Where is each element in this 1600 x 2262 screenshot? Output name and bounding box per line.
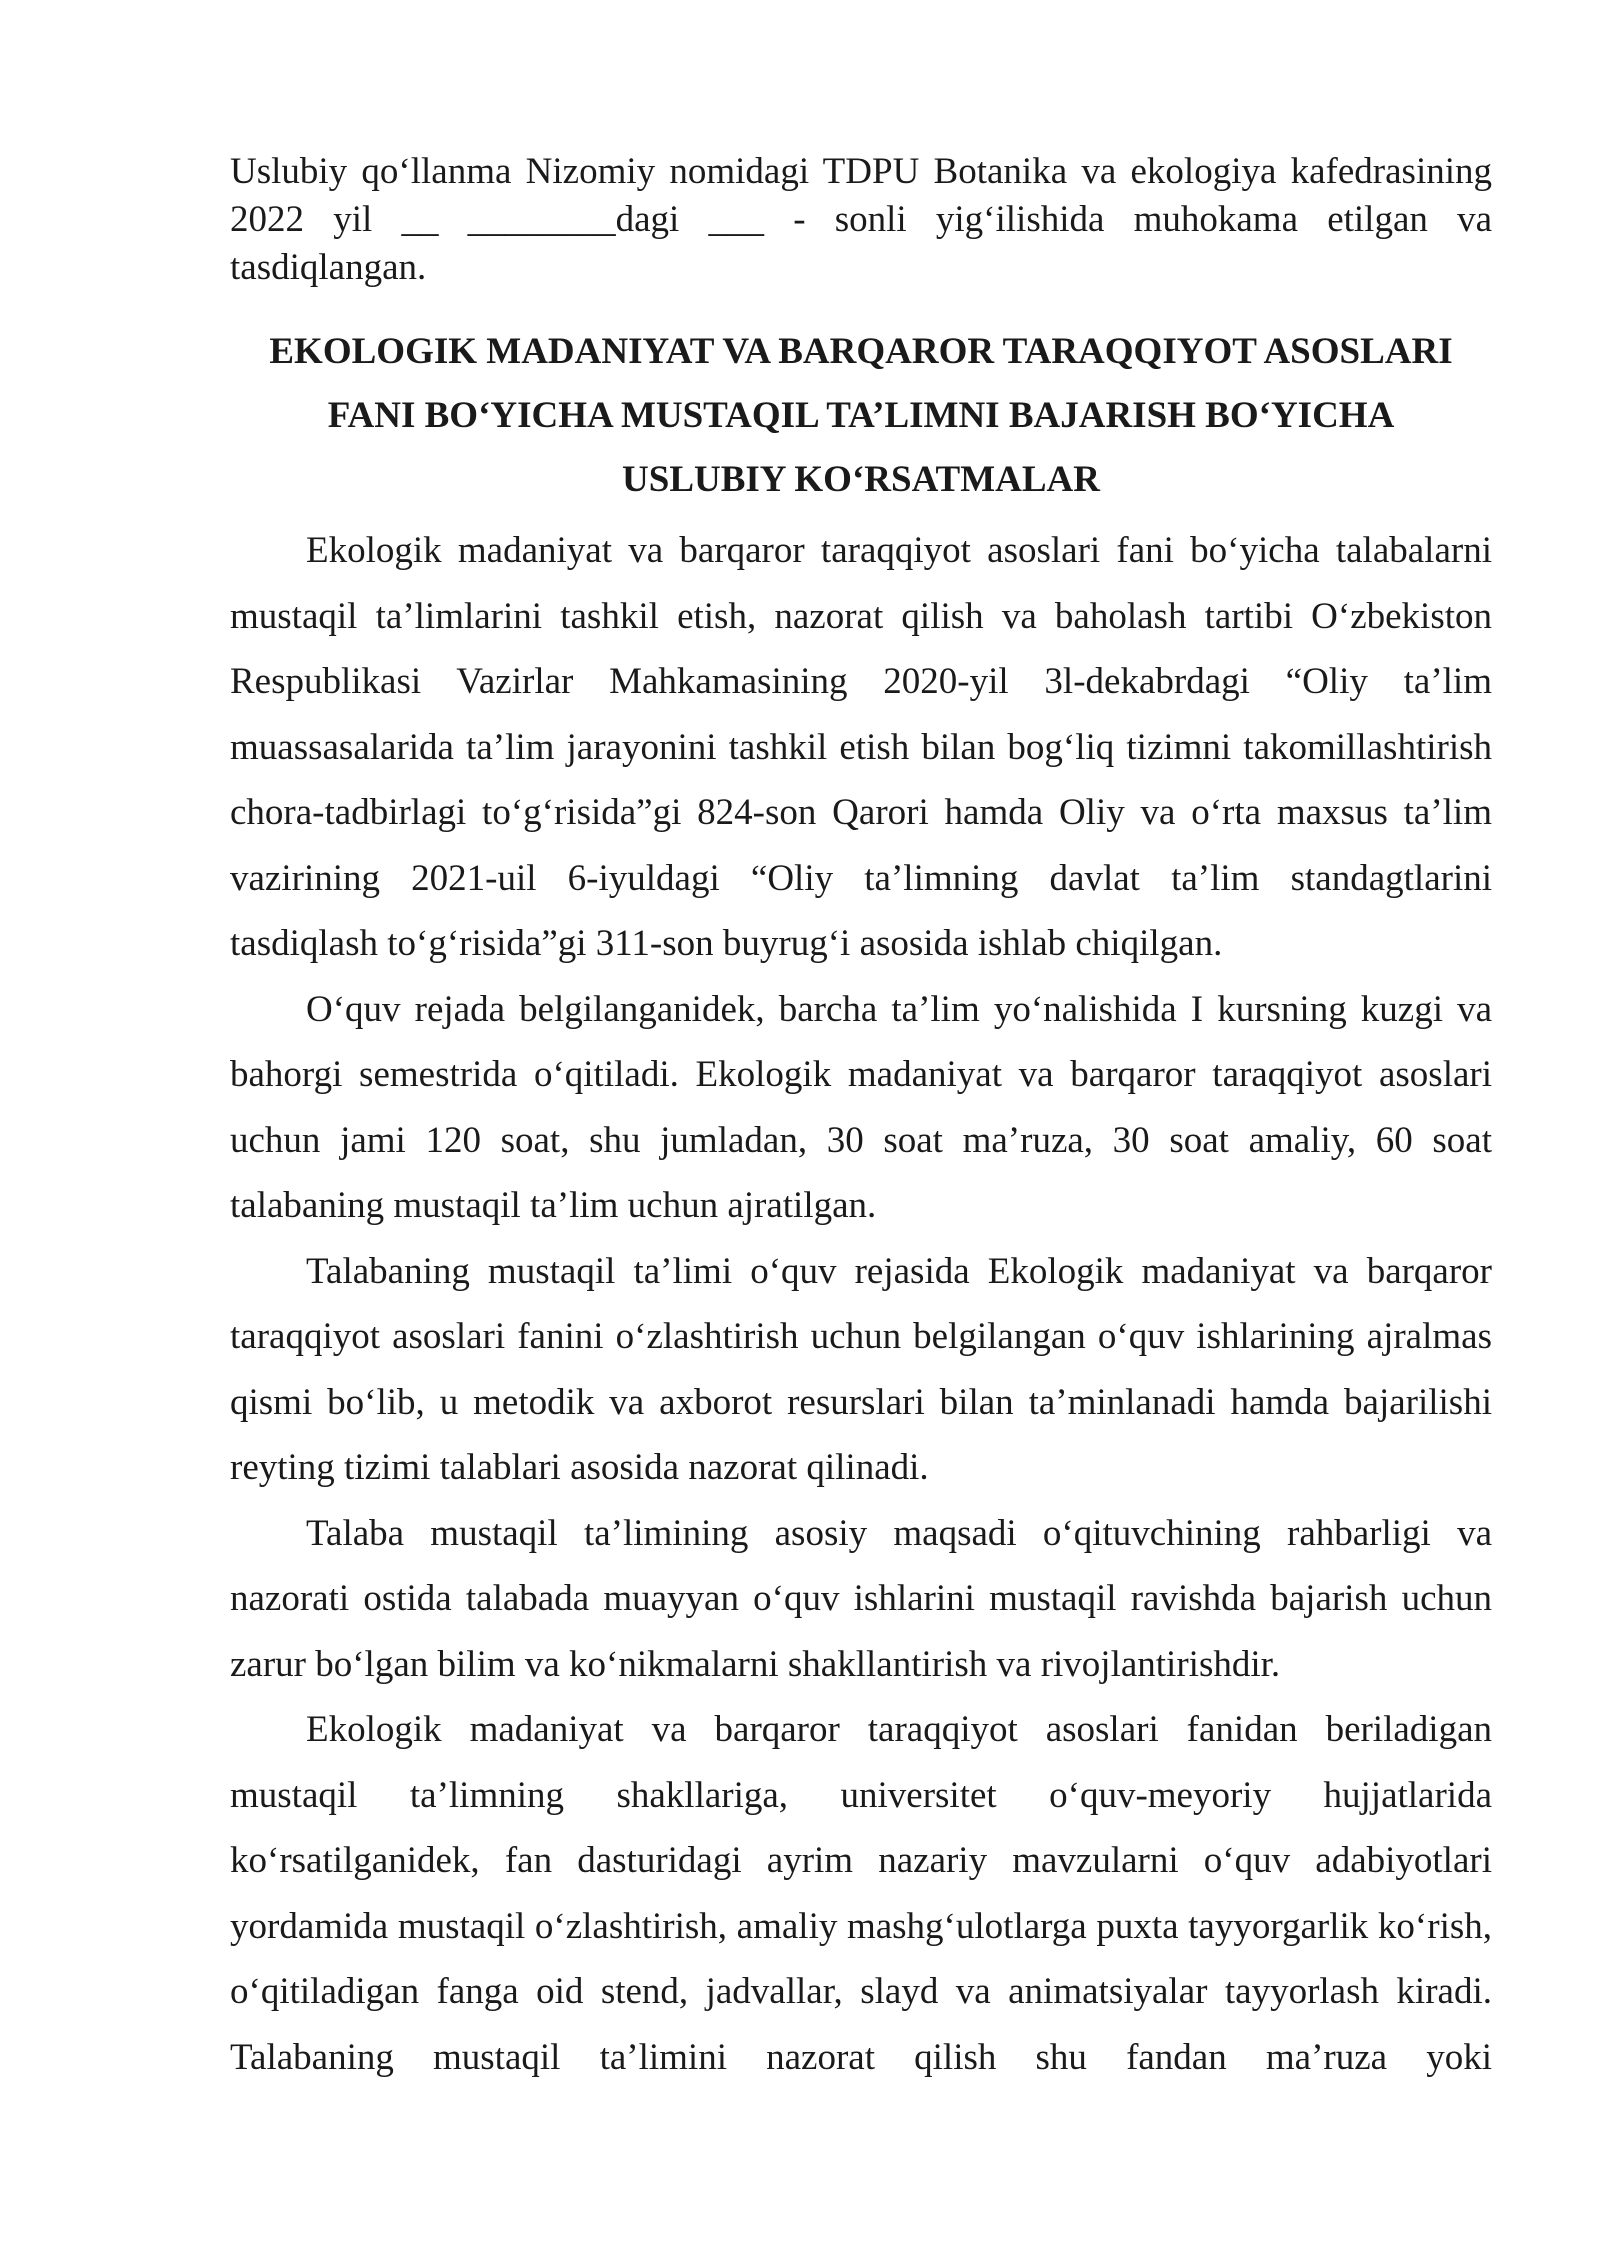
paragraph-2: O‘quv rejada belgilanganidek, barcha ta’lim yo‘nalishida I kursning kuzgi va bahorgi semestrida o‘qitiladi. Ekologik madaniyat va barqaror taraqqiyot asoslari uchun jami 120 soat, shu jumladan, 30 soat ma’ruza, 30 soat amaliy, 60 soat talabaning mustaqil ta’lim uchun ajratilgan. [230,988,1492,1226]
paragraph-5: Ekologik madaniyat va barqaror taraqqiyot asoslari fanidan beriladigan mustaqil ta’limning shakllariga, universitet o‘quv-meyoriy hujjatlarida ko‘rsatilganidek, fan dasturidagi ayrim nazariy mavzularni o‘quv adabiyotlari yordamida mustaqil o‘zlashtirish, amaliy mashg‘ulotlarga puxta tayyorgarlik ko‘rish, o‘qitiladigan fanga oid stend, jadvallar, slayd va animatsiyalar tayyorlash kiradi. Talabaning mustaqil ta’limini nazorat qilish shu fandan ma’ruza yoki [230,1709,1492,2078]
approval-note: Uslubiy qo‘llanma Nizomiy nomidagi TDPU Botanika va ekologiya kafedrasining 2022 yil __ ________dagi ___ - sonli yig‘ilishida muhokama etilgan va tasdiqlangan. [230,151,1492,288]
document-page [230,148,1492,2090]
title-line-3: USLUBIY KO‘RSATMALAR [622,459,1100,500]
paragraph-3: Talabaning mustaqil ta’limi o‘quv rejasida Ekologik madaniyat va barqaror taraqqiyot asoslari fanini o‘zlashtirish uchun belgilangan o‘quv ishlarining ajralmas qismi bo‘lib, u metodik va axborot resurslari bilan ta’minlanadi hamda bajarilishi reyting tizimi talablari asosida nazorat qilinadi. [230,1250,1492,1488]
document-title [230,320,1492,512]
paragraph-4: Talaba mustaqil ta’limining asosiy maqsadi o‘qituvchining rahbarligi va nazorati ostida talabada muayyan o‘quv ishlarini mustaqil ravishda bajarish uchun zarur bo‘lgan bilim va ko‘nikmalarni shakllantirish va rivojlantirishdir. [230,1512,1492,1685]
paragraph-1: Ekologik madaniyat va barqaror taraqqiyot asoslari fani bo‘yicha talabalarni mustaqil ta’limlarini tashkil etish, nazorat qilish va baholash tartibi O‘zbekiston Respublikasi Vazirlar Mahkamasining 2020-yil 3l-dekabrdagi “Oliy ta’lim muassasalarida ta’lim jarayonini tashkil etish bilan bog‘liq tizimni takomillashtirish chora-tadbirlagi to‘g‘risida”gi 824-son Qarori hamda Oliy va o‘rta maxsus ta’lim vazirining 2021-uil 6-iyuldagi “Oliy ta’limning davlat ta’lim standagtlarini tasdiqlash to‘g‘risida”gi 311-son buyrug‘i asosida ishlab chiqilgan. [230,530,1492,964]
title-line-2: FANI BO‘YICHA MUSTAQIL TA’LIMNI BAJARISH BO‘YICHA [327,395,1395,436]
title-line-1: EKOLOGIK MADANIYAT VA BARQAROR TARAQQIYOT ASOSLARI [269,331,1453,372]
